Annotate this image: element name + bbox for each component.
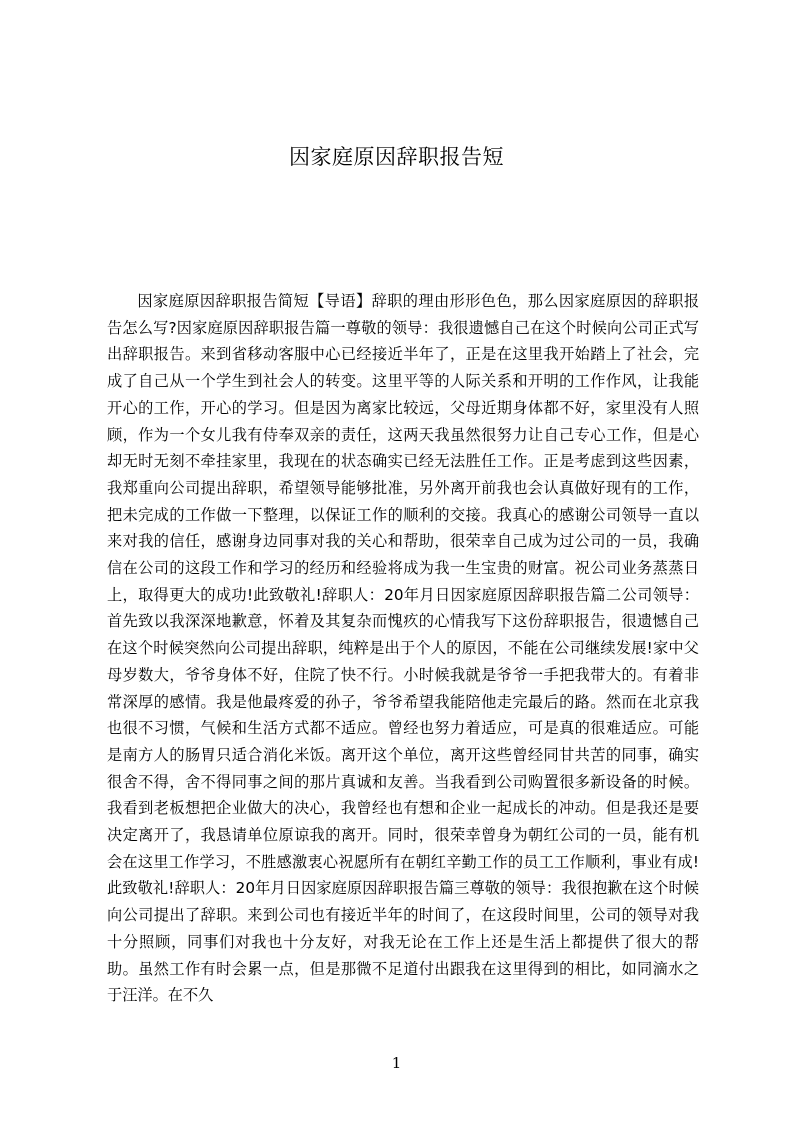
page-number: 1 bbox=[391, 1054, 402, 1072]
document-body-paragraph: 因家庭原因辞职报告简短【导语】辞职的理由形形色色，那么因家庭原因的辞职报告怎么写?因家庭原因辞职报告篇一尊敬的领导：我很遗憾自己在这个时候向公司正式写出辞职报告。来到省移动客服中心已经接近半年了，正是在这里我开始踏上了社会，完成了自己从一个学生到社会人的转变。这里平等的人际关系和开明的工作作风，让我能开心的工作，开心的学习。但是因为离家比较远，父母近期身体都不好，家里没有人照顾，作为一个女儿我有侍奉双亲的责任，这两天我虽然很努力让自己专心工作，但是心却无时无刻不牵挂家里，我现在的状态确实已经无法胜任工作。正是考虑到这些因素，我郑重向公司提出辞职，希望领导能够批准，另外离开前我也会认真做好现有的工作，把未完成的工作做一下整理，以保证工作的顺利的交接。我真心的感谢公司领导一直以来对我的信任，感谢身边同事对我的关心和帮助，很荣幸自己成为过公司的一员，我确信在公司的这段工作和学习的经历和经验将成为我一生宝贵的财富。祝公司业务蒸蒸日上，取得更大的成功!此致敬礼!辞职人：20年月日因家庭原因辞职报告篇二公司领导：首先致以我深深地歉意，怀着及其复杂而愧疚的心情我写下这份辞职报告，很遗憾自己在这个时候突然向公司提出辞职，纯粹是出于个人的原因，不能在公司继续发展!家中父母岁数大，爷爷身体不好，住院了快不行。小时候我就是爷爷一手把我带大的。有着非常深厚的感情。我是他最疼爱的孙子，爷爷希望我能陪他走完最后的路。然而在北京我也很不习惯，气候和生活方式都不适应。曾经也努力着适应，可是真的很难适应。可能是南方人的肠胃只适合消化米饭。离开这个单位，离开这些曾经同甘共苦的同事，确实很舍不得，舍不得同事之间的那片真诚和友善。当我看到公司购置很多新设备的时候。我看到老板想把企业做大的决心，我曾经也有想和企业一起成长的冲动。但是我还是要决定离开了，我恳请单位原谅我的离开。同时，很荣幸曾身为朝红公司的一员，能有机会在这里工作学习，不胜感激衷心祝愿所有在朝红辛勤工作的员工工作顺利，事业有成!此致敬礼!辞职人：20年月日因家庭原因辞职报告篇三尊敬的领导：我很抱歉在这个时候向公司提出了辞职。来到公司也有接近半年的时间了，在这段时间里，公司的领导对我十分照顾，同事们对我也十分友好，对我无论在工作上还是生活上都提供了很大的帮助。虽然工作有时会累一点，但是那微不足道付出跟我在这里得到的相比，如同滴水之于汪洋。在不久 bbox=[107, 292, 699, 1005]
document-title: 因家庭原因辞职报告短 bbox=[289, 145, 504, 169]
